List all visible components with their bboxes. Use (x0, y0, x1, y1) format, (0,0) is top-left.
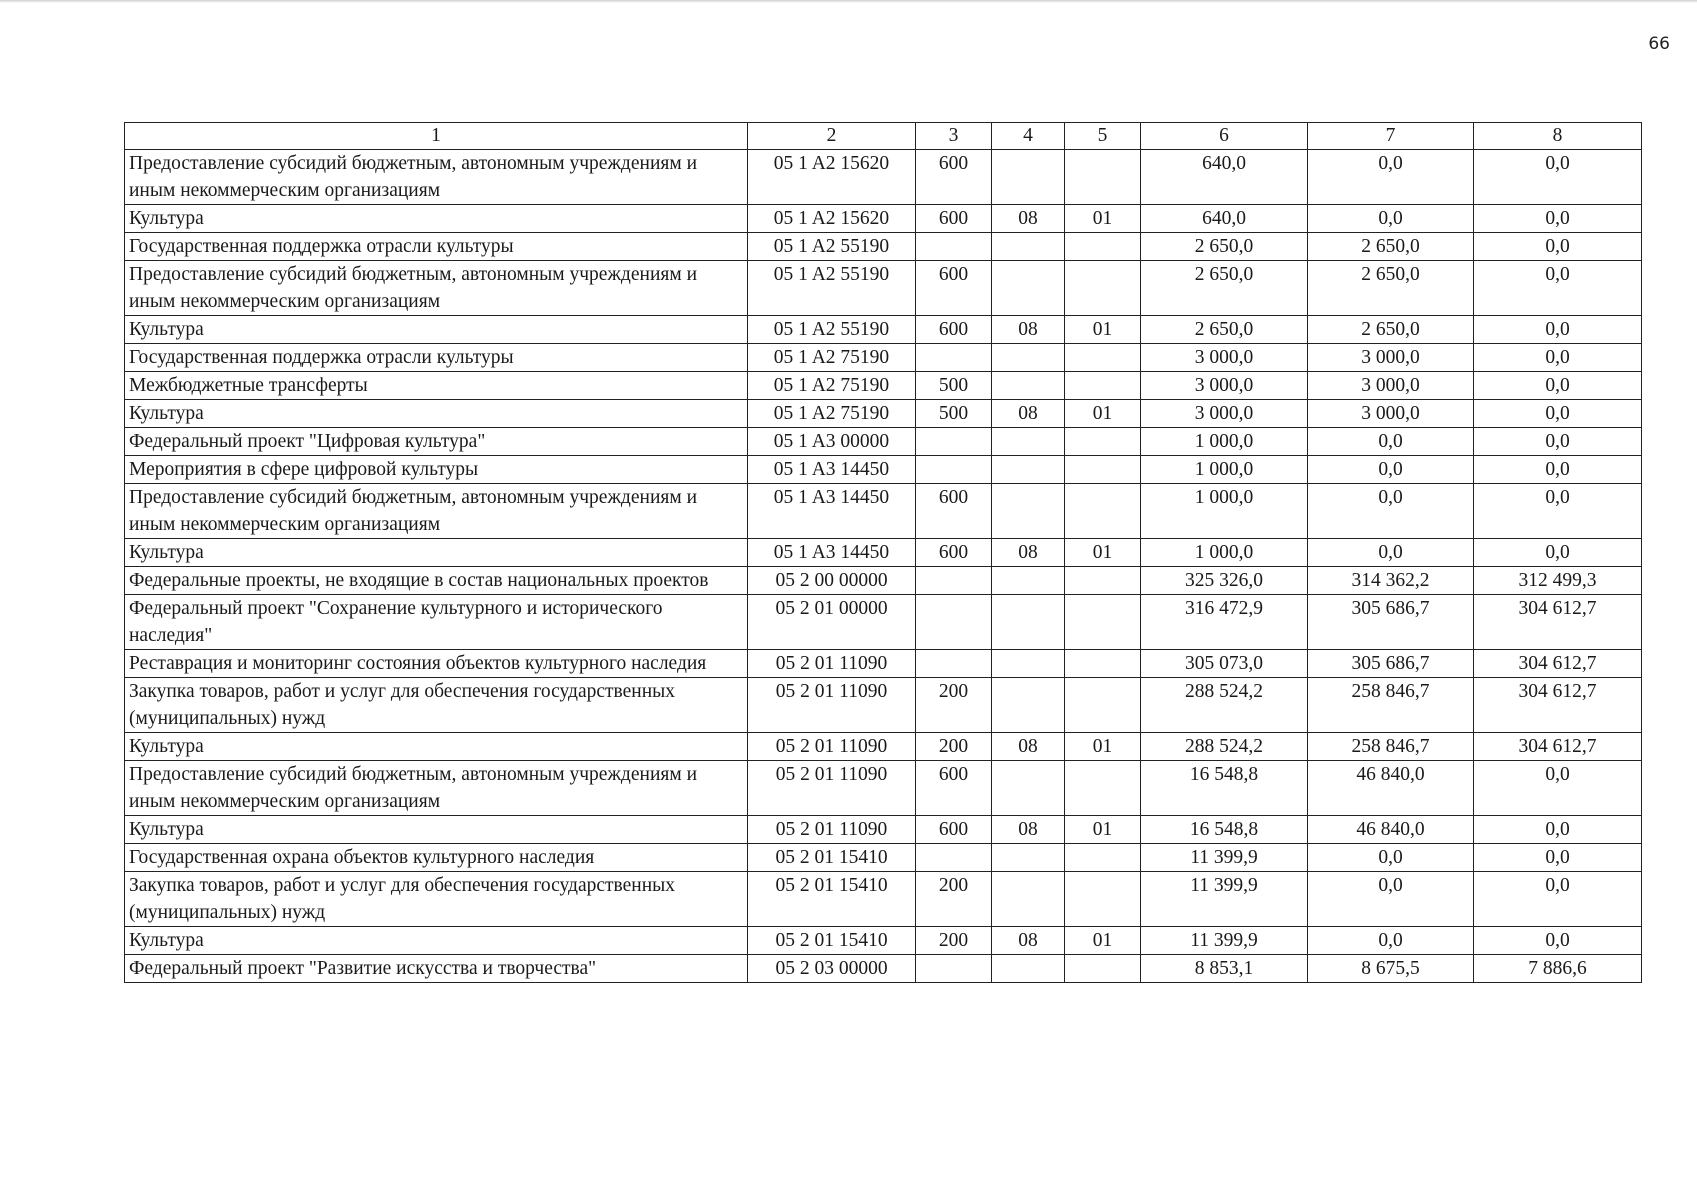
table-row (125, 400, 1642, 428)
cell-subsection: 01 (1065, 205, 1141, 233)
cell-amount-year-1: 3 000,0 (1141, 372, 1308, 400)
cell-item-name: Культура (125, 816, 748, 844)
cell-amount-year-2: 305 686,7 (1308, 595, 1474, 650)
cell-section (992, 678, 1065, 733)
cell-amount-year-3: 0,0 (1474, 456, 1642, 484)
cell-section: 08 (992, 316, 1065, 344)
cell-target-code: 05 2 01 00000 (748, 595, 916, 650)
cell-expense-type (916, 344, 992, 372)
cell-expense-type (916, 567, 992, 595)
cell-target-code: 05 2 01 11090 (748, 733, 916, 761)
cell-section (992, 150, 1065, 205)
cell-item-name: Культура (125, 539, 748, 567)
cell-amount-year-3: 0,0 (1474, 539, 1642, 567)
cell-amount-year-1: 1 000,0 (1141, 539, 1308, 567)
cell-expense-type: 600 (916, 761, 992, 816)
cell-expense-type (916, 233, 992, 261)
table-row (125, 678, 1642, 733)
budget-table (124, 122, 1642, 983)
cell-section (992, 484, 1065, 539)
cell-item-name: Закупка товаров, работ и услуг для обеспечения государственных (муниципальных) нужд (125, 678, 748, 733)
table-row (125, 650, 1642, 678)
cell-amount-year-1: 305 073,0 (1141, 650, 1308, 678)
cell-amount-year-2: 8 675,5 (1308, 955, 1474, 983)
table-row (125, 316, 1642, 344)
cell-expense-type: 600 (916, 316, 992, 344)
cell-amount-year-1: 11 399,9 (1141, 844, 1308, 872)
cell-section (992, 955, 1065, 983)
cell-section: 08 (992, 816, 1065, 844)
cell-amount-year-2: 258 846,7 (1308, 678, 1474, 733)
cell-amount-year-1: 11 399,9 (1141, 927, 1308, 955)
cell-amount-year-1: 3 000,0 (1141, 344, 1308, 372)
header-cell-col-7: 7 (1308, 123, 1474, 150)
cell-expense-type: 600 (916, 261, 992, 316)
header-cell-col-1: 1 (125, 123, 748, 150)
header-cell-col-5: 5 (1065, 123, 1141, 150)
cell-subsection (1065, 678, 1141, 733)
cell-target-code: 05 2 00 00000 (748, 567, 916, 595)
cell-section: 08 (992, 927, 1065, 955)
table-row (125, 344, 1642, 372)
cell-amount-year-3: 0,0 (1474, 205, 1642, 233)
cell-target-code: 05 1 A2 55190 (748, 261, 916, 316)
cell-amount-year-2: 0,0 (1308, 539, 1474, 567)
cell-amount-year-2: 0,0 (1308, 872, 1474, 927)
cell-target-code: 05 2 01 15410 (748, 872, 916, 927)
cell-item-name: Закупка товаров, работ и услуг для обеспечения государственных (муниципальных) нужд (125, 872, 748, 927)
cell-target-code: 05 2 01 11090 (748, 761, 916, 816)
cell-item-name: Федеральный проект "Цифровая культура" (125, 428, 748, 456)
cell-section: 08 (992, 400, 1065, 428)
cell-subsection (1065, 844, 1141, 872)
cell-amount-year-3: 0,0 (1474, 316, 1642, 344)
cell-amount-year-3: 0,0 (1474, 872, 1642, 927)
cell-amount-year-1: 16 548,8 (1141, 816, 1308, 844)
cell-expense-type: 500 (916, 400, 992, 428)
cell-amount-year-2: 0,0 (1308, 844, 1474, 872)
cell-target-code: 05 2 03 00000 (748, 955, 916, 983)
cell-amount-year-3: 0,0 (1474, 261, 1642, 316)
cell-subsection (1065, 484, 1141, 539)
cell-target-code: 05 2 01 11090 (748, 650, 916, 678)
cell-expense-type (916, 955, 992, 983)
cell-amount-year-1: 8 853,1 (1141, 955, 1308, 983)
cell-section (992, 567, 1065, 595)
cell-target-code: 05 1 A2 55190 (748, 233, 916, 261)
cell-section: 08 (992, 539, 1065, 567)
header-cell-col-4: 4 (992, 123, 1065, 150)
cell-amount-year-2: 0,0 (1308, 205, 1474, 233)
cell-subsection (1065, 650, 1141, 678)
cell-amount-year-3: 7 886,6 (1474, 955, 1642, 983)
cell-target-code: 05 1 A3 14450 (748, 539, 916, 567)
cell-expense-type: 600 (916, 816, 992, 844)
cell-amount-year-3: 304 612,7 (1474, 678, 1642, 733)
cell-expense-type (916, 595, 992, 650)
cell-amount-year-3: 0,0 (1474, 428, 1642, 456)
cell-subsection (1065, 761, 1141, 816)
cell-item-name: Культура (125, 316, 748, 344)
cell-target-code: 05 1 A3 14450 (748, 456, 916, 484)
cell-item-name: Федеральный проект "Сохранение культурного и исторического наследия" (125, 595, 748, 650)
cell-expense-type: 600 (916, 150, 992, 205)
cell-expense-type: 200 (916, 872, 992, 927)
cell-amount-year-1: 1 000,0 (1141, 428, 1308, 456)
cell-amount-year-3: 0,0 (1474, 484, 1642, 539)
cell-section (992, 233, 1065, 261)
cell-subsection (1065, 955, 1141, 983)
cell-item-name: Культура (125, 733, 748, 761)
table-row (125, 484, 1642, 539)
cell-subsection (1065, 150, 1141, 205)
cell-item-name: Культура (125, 400, 748, 428)
cell-amount-year-1: 1 000,0 (1141, 456, 1308, 484)
cell-amount-year-2: 2 650,0 (1308, 316, 1474, 344)
cell-item-name: Межбюджетные трансферты (125, 372, 748, 400)
cell-amount-year-3: 0,0 (1474, 816, 1642, 844)
cell-amount-year-1: 640,0 (1141, 205, 1308, 233)
cell-amount-year-1: 3 000,0 (1141, 400, 1308, 428)
cell-amount-year-2: 0,0 (1308, 927, 1474, 955)
table-row (125, 150, 1642, 205)
cell-section (992, 372, 1065, 400)
cell-target-code: 05 2 01 15410 (748, 927, 916, 955)
cell-target-code: 05 2 01 11090 (748, 678, 916, 733)
cell-amount-year-1: 16 548,8 (1141, 761, 1308, 816)
cell-subsection (1065, 344, 1141, 372)
cell-amount-year-3: 0,0 (1474, 927, 1642, 955)
cell-target-code: 05 1 A3 00000 (748, 428, 916, 456)
cell-amount-year-3: 304 612,7 (1474, 650, 1642, 678)
table-header-row (125, 123, 1642, 150)
cell-amount-year-1: 288 524,2 (1141, 678, 1308, 733)
cell-item-name: Культура (125, 927, 748, 955)
cell-subsection (1065, 567, 1141, 595)
cell-amount-year-2: 2 650,0 (1308, 233, 1474, 261)
table-row (125, 816, 1642, 844)
cell-amount-year-2: 3 000,0 (1308, 344, 1474, 372)
cell-expense-type (916, 456, 992, 484)
cell-amount-year-3: 0,0 (1474, 844, 1642, 872)
header-cell-col-3: 3 (916, 123, 992, 150)
cell-item-name: Федеральный проект "Развитие искусства и творчества" (125, 955, 748, 983)
cell-subsection: 01 (1065, 816, 1141, 844)
cell-amount-year-3: 304 612,7 (1474, 733, 1642, 761)
cell-section (992, 595, 1065, 650)
cell-item-name: Государственная поддержка отрасли культуры (125, 233, 748, 261)
cell-target-code: 05 1 A2 75190 (748, 372, 916, 400)
cell-section (992, 456, 1065, 484)
cell-amount-year-2: 3 000,0 (1308, 372, 1474, 400)
cell-item-name: Федеральные проекты, не входящие в состав национальных проектов (125, 567, 748, 595)
table-row (125, 205, 1642, 233)
table-row (125, 595, 1642, 650)
page-number: 66 (1648, 34, 1670, 54)
cell-subsection (1065, 233, 1141, 261)
cell-expense-type (916, 844, 992, 872)
cell-amount-year-2: 3 000,0 (1308, 400, 1474, 428)
cell-target-code: 05 1 A2 55190 (748, 316, 916, 344)
cell-subsection (1065, 261, 1141, 316)
cell-section (992, 844, 1065, 872)
cell-amount-year-3: 0,0 (1474, 372, 1642, 400)
cell-target-code: 05 1 A2 15620 (748, 205, 916, 233)
cell-item-name: Реставрация и мониторинг состояния объектов культурного наследия (125, 650, 748, 678)
cell-amount-year-3: 304 612,7 (1474, 595, 1642, 650)
cell-amount-year-3: 0,0 (1474, 400, 1642, 428)
cell-amount-year-1: 640,0 (1141, 150, 1308, 205)
cell-expense-type: 200 (916, 927, 992, 955)
cell-subsection (1065, 595, 1141, 650)
cell-amount-year-3: 0,0 (1474, 344, 1642, 372)
table-row (125, 761, 1642, 816)
table-row (125, 233, 1642, 261)
cell-amount-year-2: 314 362,2 (1308, 567, 1474, 595)
cell-amount-year-3: 312 499,3 (1474, 567, 1642, 595)
cell-section: 08 (992, 733, 1065, 761)
cell-amount-year-2: 0,0 (1308, 456, 1474, 484)
header-cell-col-2: 2 (748, 123, 916, 150)
cell-amount-year-2: 0,0 (1308, 428, 1474, 456)
table-row (125, 261, 1642, 316)
table-row (125, 927, 1642, 955)
table-row (125, 955, 1642, 983)
table-row (125, 844, 1642, 872)
header-cell-col-8: 8 (1474, 123, 1642, 150)
cell-section (992, 872, 1065, 927)
cell-item-name: Предоставление субсидий бюджетным, автономным учреждениям и иным некоммерческим организациям (125, 150, 748, 205)
cell-amount-year-1: 288 524,2 (1141, 733, 1308, 761)
cell-subsection: 01 (1065, 400, 1141, 428)
cell-subsection: 01 (1065, 316, 1141, 344)
scan-top-edge (0, 0, 1697, 3)
cell-subsection (1065, 372, 1141, 400)
header-cell-col-6: 6 (1141, 123, 1308, 150)
table-row (125, 539, 1642, 567)
cell-section (992, 261, 1065, 316)
cell-expense-type (916, 650, 992, 678)
cell-section: 08 (992, 205, 1065, 233)
table-row (125, 428, 1642, 456)
cell-item-name: Предоставление субсидий бюджетным, автономным учреждениям и иным некоммерческим организациям (125, 261, 748, 316)
cell-item-name: Предоставление субсидий бюджетным, автономным учреждениям и иным некоммерческим организациям (125, 761, 748, 816)
cell-item-name: Мероприятия в сфере цифровой культуры (125, 456, 748, 484)
cell-amount-year-3: 0,0 (1474, 150, 1642, 205)
cell-item-name: Государственная охрана объектов культурного наследия (125, 844, 748, 872)
cell-expense-type: 600 (916, 205, 992, 233)
cell-amount-year-3: 0,0 (1474, 233, 1642, 261)
cell-amount-year-2: 46 840,0 (1308, 761, 1474, 816)
cell-expense-type: 600 (916, 539, 992, 567)
cell-subsection: 01 (1065, 927, 1141, 955)
table-row (125, 567, 1642, 595)
table-row (125, 372, 1642, 400)
cell-item-name: Предоставление субсидий бюджетным, автономным учреждениям и иным некоммерческим организациям (125, 484, 748, 539)
cell-target-code: 05 1 A2 75190 (748, 400, 916, 428)
cell-subsection (1065, 456, 1141, 484)
cell-expense-type: 600 (916, 484, 992, 539)
cell-target-code: 05 1 A2 15620 (748, 150, 916, 205)
cell-target-code: 05 2 01 15410 (748, 844, 916, 872)
cell-target-code: 05 1 A3 14450 (748, 484, 916, 539)
cell-subsection: 01 (1065, 539, 1141, 567)
cell-amount-year-2: 305 686,7 (1308, 650, 1474, 678)
table-row (125, 733, 1642, 761)
cell-section (992, 428, 1065, 456)
cell-subsection (1065, 428, 1141, 456)
cell-target-code: 05 2 01 11090 (748, 816, 916, 844)
cell-section (992, 650, 1065, 678)
cell-expense-type: 200 (916, 678, 992, 733)
cell-amount-year-1: 2 650,0 (1141, 316, 1308, 344)
cell-amount-year-1: 11 399,9 (1141, 872, 1308, 927)
cell-expense-type: 200 (916, 733, 992, 761)
cell-expense-type (916, 428, 992, 456)
table-row (125, 872, 1642, 927)
cell-target-code: 05 1 A2 75190 (748, 344, 916, 372)
cell-amount-year-1: 1 000,0 (1141, 484, 1308, 539)
table-body (125, 150, 1642, 983)
cell-amount-year-2: 2 650,0 (1308, 261, 1474, 316)
cell-item-name: Государственная поддержка отрасли культуры (125, 344, 748, 372)
cell-amount-year-2: 0,0 (1308, 150, 1474, 205)
cell-amount-year-2: 46 840,0 (1308, 816, 1474, 844)
cell-subsection: 01 (1065, 733, 1141, 761)
cell-item-name: Культура (125, 205, 748, 233)
cell-subsection (1065, 872, 1141, 927)
cell-section (992, 761, 1065, 816)
cell-amount-year-3: 0,0 (1474, 761, 1642, 816)
cell-amount-year-2: 0,0 (1308, 484, 1474, 539)
table-row (125, 456, 1642, 484)
cell-amount-year-1: 316 472,9 (1141, 595, 1308, 650)
cell-amount-year-1: 325 326,0 (1141, 567, 1308, 595)
cell-expense-type: 500 (916, 372, 992, 400)
cell-section (992, 344, 1065, 372)
cell-amount-year-1: 2 650,0 (1141, 261, 1308, 316)
cell-amount-year-2: 258 846,7 (1308, 733, 1474, 761)
cell-amount-year-1: 2 650,0 (1141, 233, 1308, 261)
